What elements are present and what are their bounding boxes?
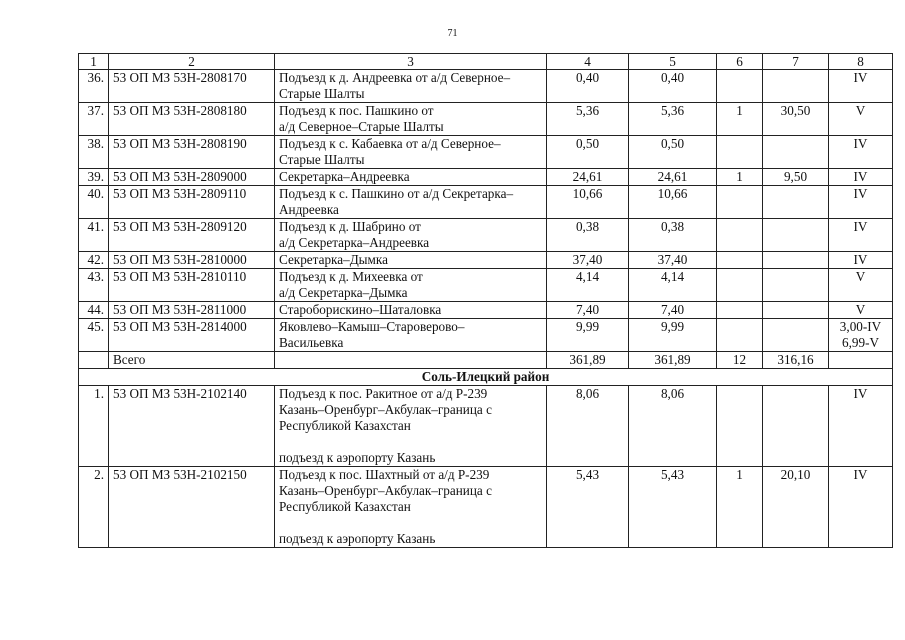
road-length: 0,50 bbox=[547, 136, 629, 169]
road-note: подъезд к аэропорту Казань bbox=[279, 531, 436, 546]
bridge-length bbox=[763, 219, 829, 252]
road-name: Секретарка–Дымка bbox=[275, 252, 547, 269]
row-number: 37. bbox=[79, 103, 109, 136]
section-title: Соль-Илецкий район bbox=[79, 369, 893, 386]
road-length: 10,66 bbox=[547, 186, 629, 219]
road-length-regional: 9,99 bbox=[629, 319, 717, 352]
column-header: 8 bbox=[829, 54, 893, 70]
road-name: Подъезд к д. Андреевка от а/д Северное– Старые Шалты bbox=[275, 70, 547, 103]
bridge-length bbox=[763, 70, 829, 103]
total-row bbox=[79, 352, 893, 369]
section-row bbox=[79, 369, 893, 386]
road-length-regional: 5,43 bbox=[629, 467, 717, 548]
road-name: Яковлево–Камыш–Староверово– Васильевка bbox=[275, 319, 547, 352]
road-length-regional: 5,36 bbox=[629, 103, 717, 136]
road-name: Подъезд к пос. Шахтный от а/д Р-239 Казань–Оренбург–Акбулак–граница с Республикой Казахстан bbox=[279, 467, 492, 514]
road-id: 53 ОП МЗ 53Н-2808170 bbox=[109, 70, 275, 103]
road-note: подъезд к аэропорту Казань bbox=[279, 450, 436, 465]
road-category: IV bbox=[829, 252, 893, 269]
table-row bbox=[79, 136, 893, 169]
road-category: IV bbox=[829, 136, 893, 169]
bridge-count: 1 bbox=[717, 169, 763, 186]
road-length-regional: 10,66 bbox=[629, 186, 717, 219]
road-name: Подъезд к пос. Пашкино от а/д Северное–Старые Шалты bbox=[275, 103, 547, 136]
road-category: IV bbox=[829, 186, 893, 219]
bridge-count bbox=[717, 319, 763, 352]
table-row bbox=[79, 70, 893, 103]
road-length: 24,61 bbox=[547, 169, 629, 186]
row-number: 45. bbox=[79, 319, 109, 352]
total-label: Всего bbox=[109, 352, 275, 369]
road-name: Подъезд к с. Кабаевка от а/д Северное– Старые Шалты bbox=[275, 136, 547, 169]
total-bridge-count: 12 bbox=[717, 352, 763, 369]
row-number: 2. bbox=[79, 467, 109, 548]
road-length: 7,40 bbox=[547, 302, 629, 319]
bridge-length: 9,50 bbox=[763, 169, 829, 186]
road-category: IV bbox=[829, 70, 893, 103]
road-id: 53 ОП МЗ 53Н-2102150 bbox=[109, 467, 275, 548]
road-length-regional: 0,38 bbox=[629, 219, 717, 252]
total-length: 361,89 bbox=[547, 352, 629, 369]
table-row bbox=[79, 302, 893, 319]
row-number: 36. bbox=[79, 70, 109, 103]
row-number: 41. bbox=[79, 219, 109, 252]
bridge-count bbox=[717, 70, 763, 103]
total-empty-cell bbox=[79, 352, 109, 369]
bridge-length: 20,10 bbox=[763, 467, 829, 548]
spacer bbox=[279, 515, 542, 531]
road-id: 53 ОП МЗ 53Н-2808190 bbox=[109, 136, 275, 169]
bridge-count bbox=[717, 302, 763, 319]
road-length: 9,99 bbox=[547, 319, 629, 352]
road-length: 37,40 bbox=[547, 252, 629, 269]
road-length: 8,06 bbox=[547, 386, 629, 467]
row-number: 42. bbox=[79, 252, 109, 269]
road-length: 5,36 bbox=[547, 103, 629, 136]
row-number: 40. bbox=[79, 186, 109, 219]
road-length-regional: 8,06 bbox=[629, 386, 717, 467]
bridge-count: 1 bbox=[717, 467, 763, 548]
row-number: 43. bbox=[79, 269, 109, 302]
road-id: 53 ОП МЗ 53Н-2810000 bbox=[109, 252, 275, 269]
bridge-count bbox=[717, 269, 763, 302]
road-length: 0,40 bbox=[547, 70, 629, 103]
roads-table bbox=[78, 53, 893, 548]
bridge-count: 1 bbox=[717, 103, 763, 136]
road-category: V bbox=[829, 269, 893, 302]
road-length-regional: 0,50 bbox=[629, 136, 717, 169]
road-id: 53 ОП МЗ 53Н-2102140 bbox=[109, 386, 275, 467]
table-row bbox=[79, 269, 893, 302]
table-row bbox=[79, 186, 893, 219]
row-number: 44. bbox=[79, 302, 109, 319]
road-id: 53 ОП МЗ 53Н-2809110 bbox=[109, 186, 275, 219]
bridge-count bbox=[717, 186, 763, 219]
road-name: Староборискино–Шаталовка bbox=[275, 302, 547, 319]
column-header: 1 bbox=[79, 54, 109, 70]
table-row bbox=[79, 252, 893, 269]
road-name-cell bbox=[275, 467, 547, 548]
road-name: Подъезд к пос. Ракитное от а/д Р-239 Казань–Оренбург–Акбулак–граница с Республикой Казахстан bbox=[279, 386, 492, 433]
road-length: 0,38 bbox=[547, 219, 629, 252]
bridge-length bbox=[763, 186, 829, 219]
column-header: 3 bbox=[275, 54, 547, 70]
road-length-regional: 4,14 bbox=[629, 269, 717, 302]
road-category: V bbox=[829, 302, 893, 319]
bridge-length: 30,50 bbox=[763, 103, 829, 136]
road-id: 53 ОП МЗ 53Н-2808180 bbox=[109, 103, 275, 136]
road-category: IV bbox=[829, 169, 893, 186]
page-number: 71 bbox=[447, 28, 458, 39]
road-id: 53 ОП МЗ 53Н-2810110 bbox=[109, 269, 275, 302]
bridge-count bbox=[717, 136, 763, 169]
table-row bbox=[79, 169, 893, 186]
total-category bbox=[829, 352, 893, 369]
column-header: 5 bbox=[629, 54, 717, 70]
column-header: 6 bbox=[717, 54, 763, 70]
spacer bbox=[279, 434, 542, 450]
road-name: Секретарка–Андреевка bbox=[275, 169, 547, 186]
row-number: 38. bbox=[79, 136, 109, 169]
road-category: IV bbox=[829, 467, 893, 548]
row-number: 39. bbox=[79, 169, 109, 186]
table-row bbox=[79, 219, 893, 252]
column-header: 2 bbox=[109, 54, 275, 70]
road-name-cell bbox=[275, 386, 547, 467]
total-bridge-length: 316,16 bbox=[763, 352, 829, 369]
bridge-length bbox=[763, 319, 829, 352]
bridge-length bbox=[763, 386, 829, 467]
row-number: 1. bbox=[79, 386, 109, 467]
table-row bbox=[79, 467, 893, 548]
road-category: V bbox=[829, 103, 893, 136]
road-id: 53 ОП МЗ 53Н-2809120 bbox=[109, 219, 275, 252]
road-id: 53 ОП МЗ 53Н-2809000 bbox=[109, 169, 275, 186]
road-length-regional: 7,40 bbox=[629, 302, 717, 319]
table-row bbox=[79, 103, 893, 136]
road-category: 3,00-IV 6,99-V bbox=[829, 319, 893, 352]
bridge-length bbox=[763, 269, 829, 302]
bridge-length bbox=[763, 136, 829, 169]
road-id: 53 ОП МЗ 53Н-2814000 bbox=[109, 319, 275, 352]
road-category: IV bbox=[829, 386, 893, 467]
road-length: 5,43 bbox=[547, 467, 629, 548]
table-row bbox=[79, 319, 893, 352]
table-row bbox=[79, 386, 893, 467]
column-header: 4 bbox=[547, 54, 629, 70]
column-header: 7 bbox=[763, 54, 829, 70]
road-length-regional: 0,40 bbox=[629, 70, 717, 103]
total-empty-cell bbox=[275, 352, 547, 369]
road-category: IV bbox=[829, 219, 893, 252]
road-length: 4,14 bbox=[547, 269, 629, 302]
road-length-regional: 37,40 bbox=[629, 252, 717, 269]
bridge-length bbox=[763, 302, 829, 319]
road-length-regional: 24,61 bbox=[629, 169, 717, 186]
column-header-row bbox=[79, 54, 893, 70]
road-name: Подъезд к д. Шабрино от а/д Секретарка–Андреевка bbox=[275, 219, 547, 252]
bridge-length bbox=[763, 252, 829, 269]
road-name: Подъезд к д. Михеевка от а/д Секретарка–Дымка bbox=[275, 269, 547, 302]
road-id: 53 ОП МЗ 53Н-2811000 bbox=[109, 302, 275, 319]
bridge-count bbox=[717, 219, 763, 252]
road-name: Подъезд к с. Пашкино от а/д Секретарка– Андреевка bbox=[275, 186, 547, 219]
total-length-regional: 361,89 bbox=[629, 352, 717, 369]
bridge-count bbox=[717, 252, 763, 269]
bridge-count bbox=[717, 386, 763, 467]
